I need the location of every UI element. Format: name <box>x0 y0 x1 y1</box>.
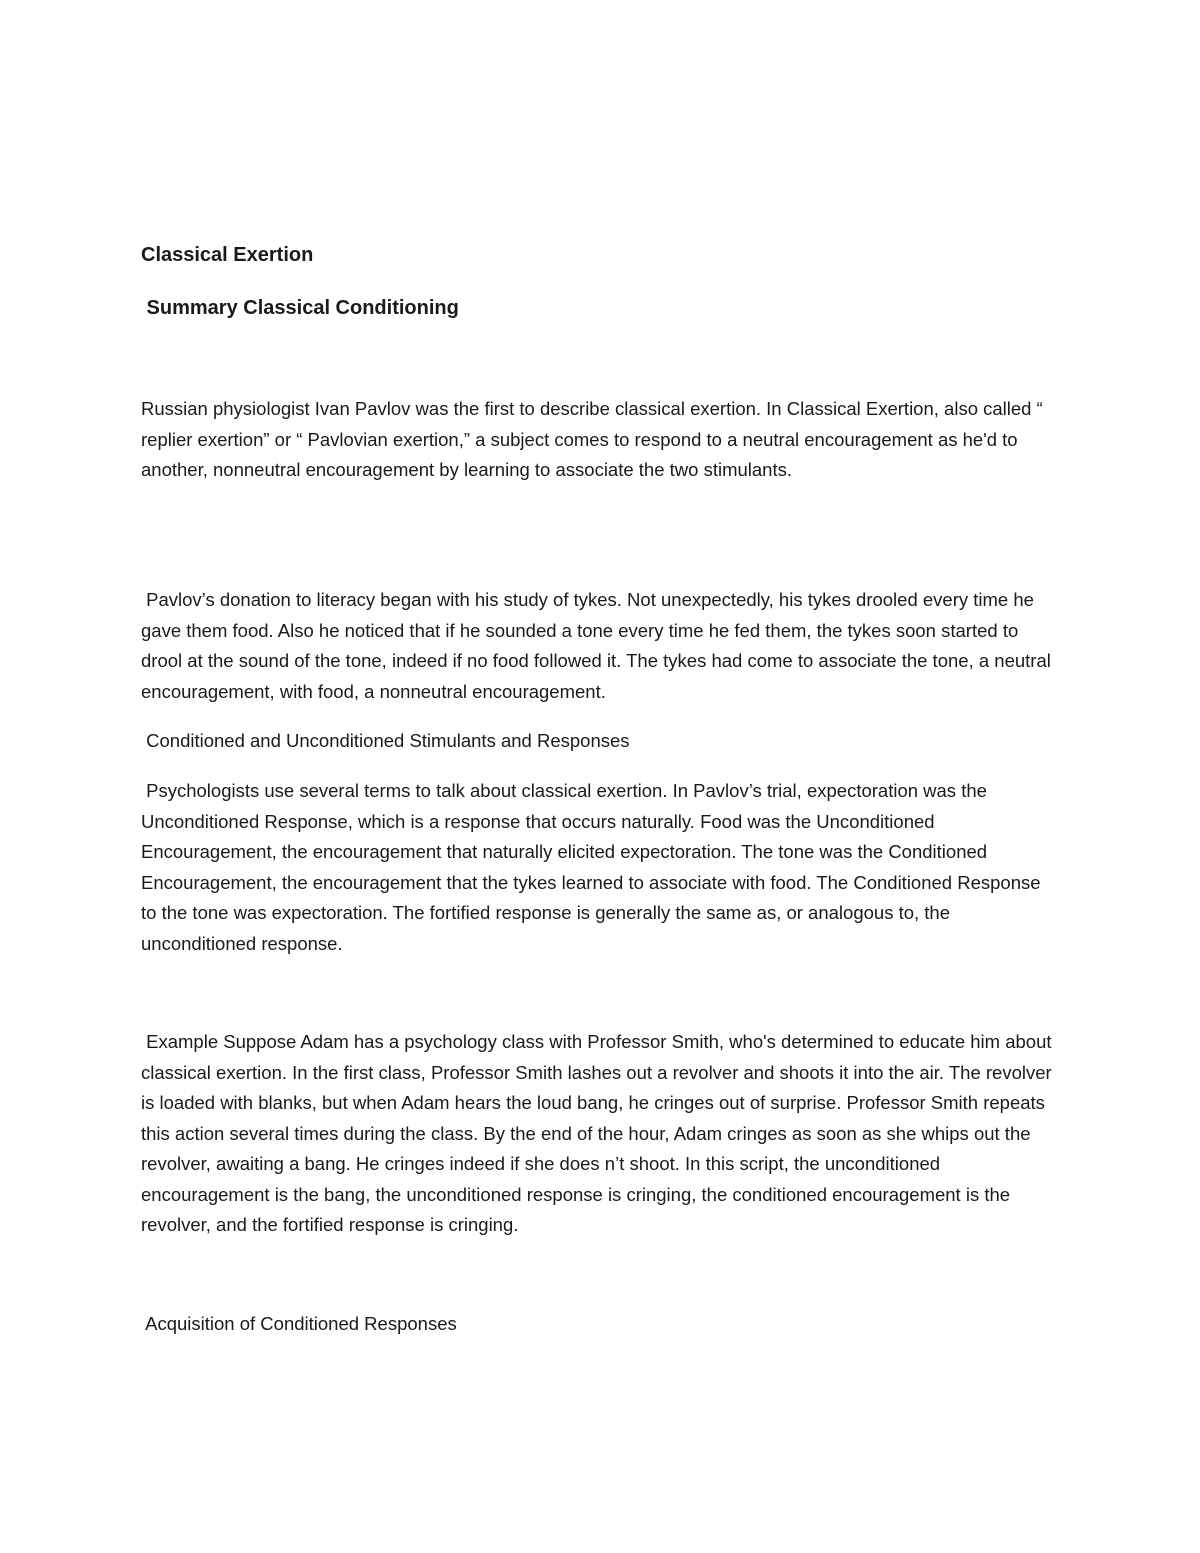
section-heading-stimulants: Conditioned and Unconditioned Stimulants and Responses <box>141 730 630 751</box>
paragraph-intro: Russian physiologist Ivan Pavlov was the first to describe classical exertion. In Classical Exertion, also called “ replier exertion” or “ Pavlovian exertion,” a subject comes to respond to a neutral encouragement as he'd to another, nonneutral encouragement by learning to associate the two stimulants. <box>141 398 1043 480</box>
document-title: Classical Exertion <box>141 244 314 266</box>
paragraph-example: Example Suppose Adam has a psychology class with Professor Smith, who's determined to educate him about classical exertion. In the first class, Professor Smith lashes out a revolver and shoots it into the air. The revolver is loaded with blanks, but when Adam hears the loud bang, he cringes out of surprise. Professor Smith repeats this action several times during the class. By the end of the hour, Adam cringes as soon as she whips out the revolver, awaiting a bang. He cringes indeed if she does n’t shoot. In this script, the unconditioned encouragement is the bang, the unconditioned response is cringing, the conditioned encouragement is the revolver, and the fortified response is cringing. <box>141 1031 1057 1235</box>
section-heading-acquisition: Acquisition of Conditioned Responses <box>141 1313 457 1334</box>
paragraph-pavlov-tykes: Pavlov’s donation to literacy began with his study of tykes. Not unexpectedly, his tykes drooled every time he gave them food. Also he noticed that if he sounded a tone every time he fed them, the tykes soon started to drool at the sound of the tone, indeed if no food followed it. The tykes had come to associate the tone, a neutral encouragement, with food, a nonneutral encouragement. <box>141 589 1056 702</box>
document-subtitle: Summary Classical Conditioning <box>141 297 459 319</box>
paragraph-terms: Psychologists use several terms to talk about classical exertion. In Pavlov’s trial, expectoration was the Unconditioned Response, which is a response that occurs naturally. Food was the Unconditioned Encouragement, the encouragement that naturally elicited expectoration. The tone was the Conditioned Encouragement, the encouragement that the tykes learned to associate with food. The Conditioned Response to the tone was expectoration. The fortified response is generally the same as, or analogous to, the unconditioned response. <box>141 780 1046 954</box>
